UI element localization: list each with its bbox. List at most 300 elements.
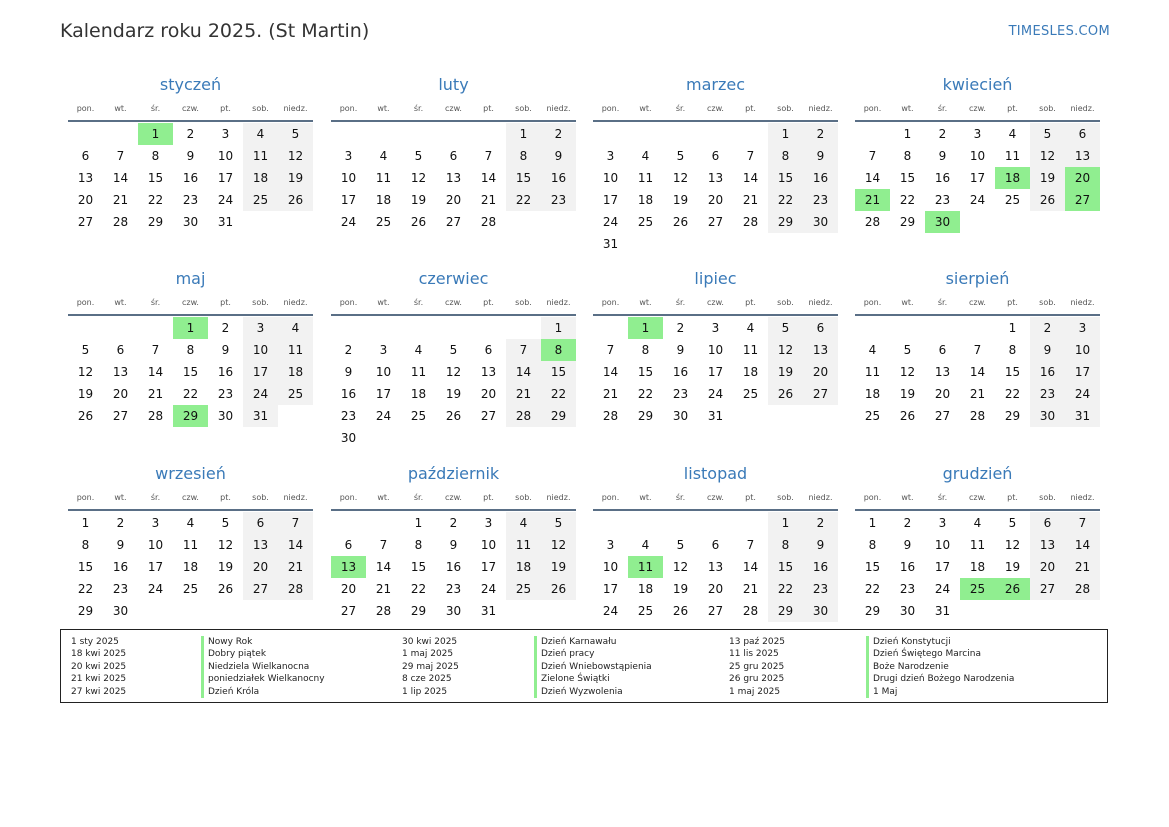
day-cell: 28	[147, 409, 164, 423]
holiday-day-cell: 8	[541, 339, 576, 361]
weekday-label: czw.	[707, 104, 724, 113]
day-cell: 29	[899, 215, 916, 229]
day-cell: 28	[480, 215, 497, 229]
day-cell: 23	[445, 582, 462, 596]
weekday-label: śr.	[150, 104, 161, 113]
day-cell: 6	[711, 538, 720, 552]
day-cell: 1	[1008, 321, 1017, 335]
weekday-header	[331, 292, 576, 314]
day-cell: 6	[484, 343, 493, 357]
weekday-header	[331, 487, 576, 509]
day-cell: 6	[116, 343, 125, 357]
day-grid	[855, 122, 1100, 233]
day-cell: 5	[278, 123, 313, 145]
day-cell: 25	[375, 215, 392, 229]
month-11	[593, 461, 838, 622]
day-cell: 23	[899, 582, 916, 596]
legend-date: 30 kwi 2025	[402, 637, 458, 647]
empty-cell	[698, 512, 733, 534]
day-cell: 12	[1004, 538, 1021, 552]
day-cell: 4	[973, 516, 982, 530]
day-cell: 17	[1065, 361, 1100, 383]
day-cell: 29	[541, 405, 576, 427]
empty-cell	[471, 123, 506, 145]
day-cell: 19	[899, 387, 916, 401]
day-cell: 15	[506, 167, 541, 189]
month-7	[593, 266, 838, 427]
day-cell: 13	[707, 560, 724, 574]
legend-date: 13 paź 2025	[729, 637, 786, 647]
weekday-label: niedz.	[808, 493, 833, 502]
day-cell: 1	[414, 516, 423, 530]
day-cell: 5	[768, 317, 803, 339]
day-cell: 13	[803, 339, 838, 361]
day-cell: 31	[707, 409, 724, 423]
day-cell: 20	[112, 387, 129, 401]
legend-dates-column	[71, 636, 126, 698]
month-name: marzec	[685, 75, 745, 94]
day-cell: 7	[746, 149, 755, 163]
day-cell: 8	[151, 149, 160, 163]
day-cell: 30	[340, 431, 357, 445]
weekday-header	[855, 292, 1100, 314]
day-cell: 8	[186, 343, 195, 357]
day-cell: 13	[934, 365, 951, 379]
month-2	[331, 72, 576, 233]
day-cell: 7	[278, 512, 313, 534]
legend-holiday-name: Zielone Świątki	[534, 673, 652, 685]
day-cell: 28	[864, 215, 881, 229]
legend-date: 11 lis 2025	[729, 649, 779, 660]
empty-cell	[401, 317, 436, 339]
day-cell: 25	[1004, 193, 1021, 207]
day-cell: 19	[672, 193, 689, 207]
weekday-label: śr.	[675, 298, 686, 307]
weekday-label: czw.	[707, 298, 724, 307]
empty-cell	[593, 512, 628, 534]
day-cell: 26	[768, 383, 803, 405]
weekday-label: śr.	[937, 493, 948, 502]
day-cell: 30	[1030, 405, 1065, 427]
day-cell: 27	[243, 578, 278, 600]
day-cell: 15	[864, 560, 881, 574]
day-cell: 9	[116, 538, 125, 552]
day-cell: 3	[221, 127, 230, 141]
day-cell: 23	[340, 409, 357, 423]
day-cell: 15	[77, 560, 94, 574]
day-cell: 14	[375, 560, 392, 574]
day-cell: 26	[899, 409, 916, 423]
holiday-day-cell: 21	[855, 189, 890, 211]
day-cell: 23	[541, 189, 576, 211]
day-cell: 8	[641, 343, 650, 357]
day-cell: 4	[186, 516, 195, 530]
day-grid	[68, 511, 313, 622]
day-cell: 5	[81, 343, 90, 357]
empty-cell	[890, 317, 925, 339]
legend-date: 29 maj 2025	[402, 661, 459, 672]
day-grid	[331, 511, 576, 622]
empty-cell	[68, 317, 103, 339]
day-cell: 26	[77, 409, 94, 423]
day-cell: 13	[77, 171, 94, 185]
day-cell: 18	[243, 167, 278, 189]
legend-holiday-name: Dzień Wyzwolenia	[534, 686, 652, 698]
weekday-label: pon.	[863, 104, 882, 113]
weekday-label: pt.	[1007, 104, 1018, 113]
day-cell: 18	[182, 560, 199, 574]
day-cell: 9	[1030, 339, 1065, 361]
day-cell: 2	[903, 516, 912, 530]
day-cell: 11	[375, 171, 392, 185]
day-cell: 30	[112, 604, 129, 618]
day-cell: 21	[147, 387, 164, 401]
weekday-header	[855, 487, 1100, 509]
day-cell: 30	[217, 409, 234, 423]
legend-date: 1 maj 2025	[402, 649, 454, 660]
empty-cell	[401, 123, 436, 145]
legend-date: 1 lip 2025	[402, 686, 448, 697]
legend-date: 8 cze 2025	[402, 674, 452, 685]
day-cell: 19	[445, 387, 462, 401]
day-cell: 18	[864, 387, 881, 401]
day-cell: 20	[934, 387, 951, 401]
day-cell: 4	[641, 149, 650, 163]
weekday-header	[593, 98, 838, 120]
day-cell: 18	[742, 365, 759, 379]
day-cell: 12	[672, 171, 689, 185]
day-cell: 21	[278, 556, 313, 578]
empty-cell	[471, 317, 506, 339]
empty-cell	[733, 512, 768, 534]
day-cell: 4	[243, 123, 278, 145]
legend-holiday-name: Dzień Konstytucji	[866, 636, 1014, 648]
legend-holiday-name: Dobry piątek	[201, 648, 325, 660]
weekday-label: niedz.	[546, 104, 571, 113]
weekday-label: sob.	[1039, 298, 1056, 307]
weekday-label: śr.	[150, 493, 161, 502]
empty-cell	[331, 317, 366, 339]
day-cell: 18	[506, 556, 541, 578]
day-cell: 17	[147, 560, 164, 574]
brand-logo-text[interactable]: TIMESLES.COM	[1008, 24, 1110, 39]
weekday-label: czw.	[969, 493, 986, 502]
day-cell: 18	[637, 193, 654, 207]
day-cell: 30	[445, 604, 462, 618]
weekday-label: pon.	[339, 493, 358, 502]
weekday-label: czw.	[445, 298, 462, 307]
day-cell: 13	[480, 365, 497, 379]
weekday-label: wt.	[901, 104, 914, 113]
day-cell: 11	[506, 534, 541, 556]
weekday-label: pon.	[76, 493, 95, 502]
day-cell: 24	[243, 383, 278, 405]
day-cell: 13	[1030, 534, 1065, 556]
month-name: lipiec	[694, 269, 737, 288]
day-cell: 29	[147, 215, 164, 229]
day-cell: 9	[186, 149, 195, 163]
weekday-label: śr.	[937, 298, 948, 307]
legend-holiday-name: Niedziela Wielkanocna	[201, 661, 325, 673]
day-cell: 17	[243, 361, 278, 383]
legend-names-column	[866, 636, 1014, 698]
day-grid	[593, 511, 838, 622]
day-cell: 15	[147, 171, 164, 185]
day-cell: 4	[746, 321, 755, 335]
day-cell: 1	[903, 127, 912, 141]
empty-cell	[733, 123, 768, 145]
day-cell: 3	[938, 516, 947, 530]
day-cell: 23	[803, 578, 838, 600]
day-cell: 23	[803, 189, 838, 211]
day-grid	[331, 316, 576, 449]
weekday-header	[855, 98, 1100, 120]
day-cell: 9	[676, 343, 685, 357]
day-cell: 3	[484, 516, 493, 530]
weekday-label: śr.	[413, 298, 424, 307]
day-cell: 11	[182, 538, 199, 552]
day-cell: 4	[868, 343, 877, 357]
day-cell: 1	[81, 516, 90, 530]
day-cell: 24	[375, 409, 392, 423]
day-cell: 10	[602, 560, 619, 574]
day-cell: 11	[1004, 149, 1021, 163]
day-cell: 22	[637, 387, 654, 401]
day-cell: 29	[1004, 409, 1021, 423]
day-cell: 26	[672, 604, 689, 618]
day-cell: 6	[449, 149, 458, 163]
day-cell: 21	[480, 193, 497, 207]
day-cell: 3	[344, 149, 353, 163]
day-cell: 22	[77, 582, 94, 596]
day-cell: 5	[1030, 123, 1065, 145]
day-grid	[331, 122, 576, 233]
day-cell: 20	[707, 193, 724, 207]
day-cell: 26	[672, 215, 689, 229]
day-cell: 21	[742, 193, 759, 207]
day-cell: 17	[340, 193, 357, 207]
weekday-label: niedz.	[283, 493, 308, 502]
day-cell: 30	[803, 600, 838, 622]
day-cell: 1	[506, 123, 541, 145]
weekday-label: pon.	[601, 104, 620, 113]
legend-date: 18 kwi 2025	[71, 649, 127, 660]
empty-cell	[366, 123, 401, 145]
day-cell: 23	[672, 387, 689, 401]
empty-cell	[925, 317, 960, 339]
weekday-header	[331, 98, 576, 120]
weekday-label: czw.	[182, 298, 199, 307]
weekday-label: pt.	[220, 493, 231, 502]
weekday-label: śr.	[413, 104, 424, 113]
day-cell: 21	[742, 582, 759, 596]
legend-date: 26 gru 2025	[729, 674, 785, 685]
day-cell: 22	[410, 582, 427, 596]
day-cell: 28	[375, 604, 392, 618]
day-cell: 4	[1008, 127, 1017, 141]
month-name: kwiecień	[942, 75, 1013, 94]
day-cell: 6	[803, 317, 838, 339]
day-cell: 14	[969, 365, 986, 379]
day-cell: 1	[768, 512, 803, 534]
day-cell: 9	[449, 538, 458, 552]
day-cell: 25	[410, 409, 427, 423]
day-cell: 3	[1065, 317, 1100, 339]
day-cell: 3	[606, 538, 615, 552]
day-cell: 15	[1004, 365, 1021, 379]
empty-cell	[855, 317, 890, 339]
day-cell: 23	[217, 387, 234, 401]
day-cell: 24	[602, 604, 619, 618]
weekday-label: wt.	[114, 298, 127, 307]
weekday-label: wt.	[639, 298, 652, 307]
day-cell: 12	[410, 171, 427, 185]
weekday-label: pt.	[483, 104, 494, 113]
day-cell: 6	[243, 512, 278, 534]
day-cell: 30	[803, 211, 838, 233]
legend-holiday-name: Drugi dzień Bożego Narodzenia	[866, 673, 1014, 685]
day-cell: 26	[410, 215, 427, 229]
holiday-day-cell: 26	[995, 578, 1030, 600]
empty-cell	[663, 123, 698, 145]
day-cell: 30	[672, 409, 689, 423]
day-cell: 14	[112, 171, 129, 185]
day-cell: 9	[541, 145, 576, 167]
day-cell: 3	[243, 317, 278, 339]
day-cell: 24	[147, 582, 164, 596]
day-cell: 9	[903, 538, 912, 552]
weekday-label: pt.	[745, 493, 756, 502]
day-cell: 17	[934, 560, 951, 574]
day-cell: 29	[637, 409, 654, 423]
day-cell: 20	[77, 193, 94, 207]
legend-holiday-name: Dzień Świętego Marcina	[866, 648, 1014, 660]
day-cell: 13	[1065, 145, 1100, 167]
legend-date: 1 sty 2025	[71, 637, 119, 647]
day-cell: 2	[676, 321, 685, 335]
weekday-label: sob.	[777, 298, 794, 307]
day-cell: 7	[484, 149, 493, 163]
legend-names-column	[534, 636, 652, 698]
day-cell: 10	[1065, 339, 1100, 361]
weekday-label: niedz.	[808, 298, 833, 307]
day-cell: 19	[278, 167, 313, 189]
day-cell: 4	[278, 317, 313, 339]
weekday-label: sob.	[1039, 493, 1056, 502]
day-cell: 28	[742, 215, 759, 229]
weekday-label: pon.	[601, 298, 620, 307]
day-cell: 1	[868, 516, 877, 530]
day-cell: 14	[506, 361, 541, 383]
day-cell: 15	[768, 167, 803, 189]
day-cell: 8	[768, 145, 803, 167]
empty-cell	[593, 317, 628, 339]
day-cell: 19	[77, 387, 94, 401]
day-cell: 24	[340, 215, 357, 229]
day-cell: 4	[414, 343, 423, 357]
weekday-label: pon.	[76, 104, 95, 113]
day-cell: 28	[969, 409, 986, 423]
holiday-day-cell: 18	[995, 167, 1030, 189]
day-cell: 1	[768, 123, 803, 145]
day-cell: 11	[278, 339, 313, 361]
month-name: sierpień	[945, 269, 1010, 288]
day-cell: 13	[243, 534, 278, 556]
day-cell: 27	[445, 215, 462, 229]
legend-date: 1 maj 2025	[729, 686, 781, 697]
weekday-label: czw.	[969, 104, 986, 113]
empty-cell	[436, 123, 471, 145]
empty-cell	[366, 512, 401, 534]
day-cell: 7	[606, 343, 615, 357]
day-cell: 26	[1030, 189, 1065, 211]
day-grid	[68, 316, 313, 427]
day-cell: 24	[480, 582, 497, 596]
weekday-label: niedz.	[808, 104, 833, 113]
day-cell: 21	[1065, 556, 1100, 578]
day-cell: 10	[969, 149, 986, 163]
holiday-day-cell: 11	[628, 556, 663, 578]
weekday-label: pon.	[601, 493, 620, 502]
day-cell: 2	[221, 321, 230, 335]
day-cell: 22	[864, 582, 881, 596]
day-cell: 24	[602, 215, 619, 229]
day-cell: 11	[410, 365, 427, 379]
day-cell: 6	[1030, 512, 1065, 534]
empty-cell	[855, 123, 890, 145]
day-cell: 19	[1004, 560, 1021, 574]
weekday-label: pon.	[863, 298, 882, 307]
day-cell: 21	[506, 383, 541, 405]
day-cell: 5	[541, 512, 576, 534]
month-name: listopad	[683, 464, 748, 483]
weekday-label: wt.	[377, 493, 390, 502]
day-cell: 12	[445, 365, 462, 379]
weekday-label: niedz.	[283, 298, 308, 307]
weekday-label: wt.	[377, 298, 390, 307]
weekday-label: wt.	[377, 104, 390, 113]
day-grid	[855, 316, 1100, 427]
day-cell: 16	[899, 560, 916, 574]
day-cell: 25	[637, 215, 654, 229]
day-cell: 19	[768, 361, 803, 383]
legend-holiday-name: 1 Maj	[866, 686, 1014, 698]
weekday-label: sob.	[515, 493, 532, 502]
legend-date: 20 kwi 2025	[71, 661, 127, 672]
day-cell: 7	[506, 339, 541, 361]
month-8	[855, 266, 1100, 427]
day-cell: 2	[186, 127, 195, 141]
weekday-label: czw.	[445, 493, 462, 502]
legend-date: 27 kwi 2025	[71, 686, 127, 697]
month-3	[593, 72, 838, 255]
day-cell: 3	[151, 516, 160, 530]
weekday-label: śr.	[150, 298, 161, 307]
weekday-label: sob.	[1039, 104, 1056, 113]
day-cell: 1	[541, 317, 576, 339]
day-cell: 25	[243, 189, 278, 211]
day-grid	[593, 316, 838, 427]
day-cell: 12	[77, 365, 94, 379]
day-cell: 16	[217, 365, 234, 379]
empty-cell	[698, 123, 733, 145]
day-cell: 4	[379, 149, 388, 163]
day-cell: 20	[480, 387, 497, 401]
day-cell: 23	[182, 193, 199, 207]
weekday-label: śr.	[675, 104, 686, 113]
day-cell: 9	[221, 343, 230, 357]
day-cell: 22	[899, 193, 916, 207]
